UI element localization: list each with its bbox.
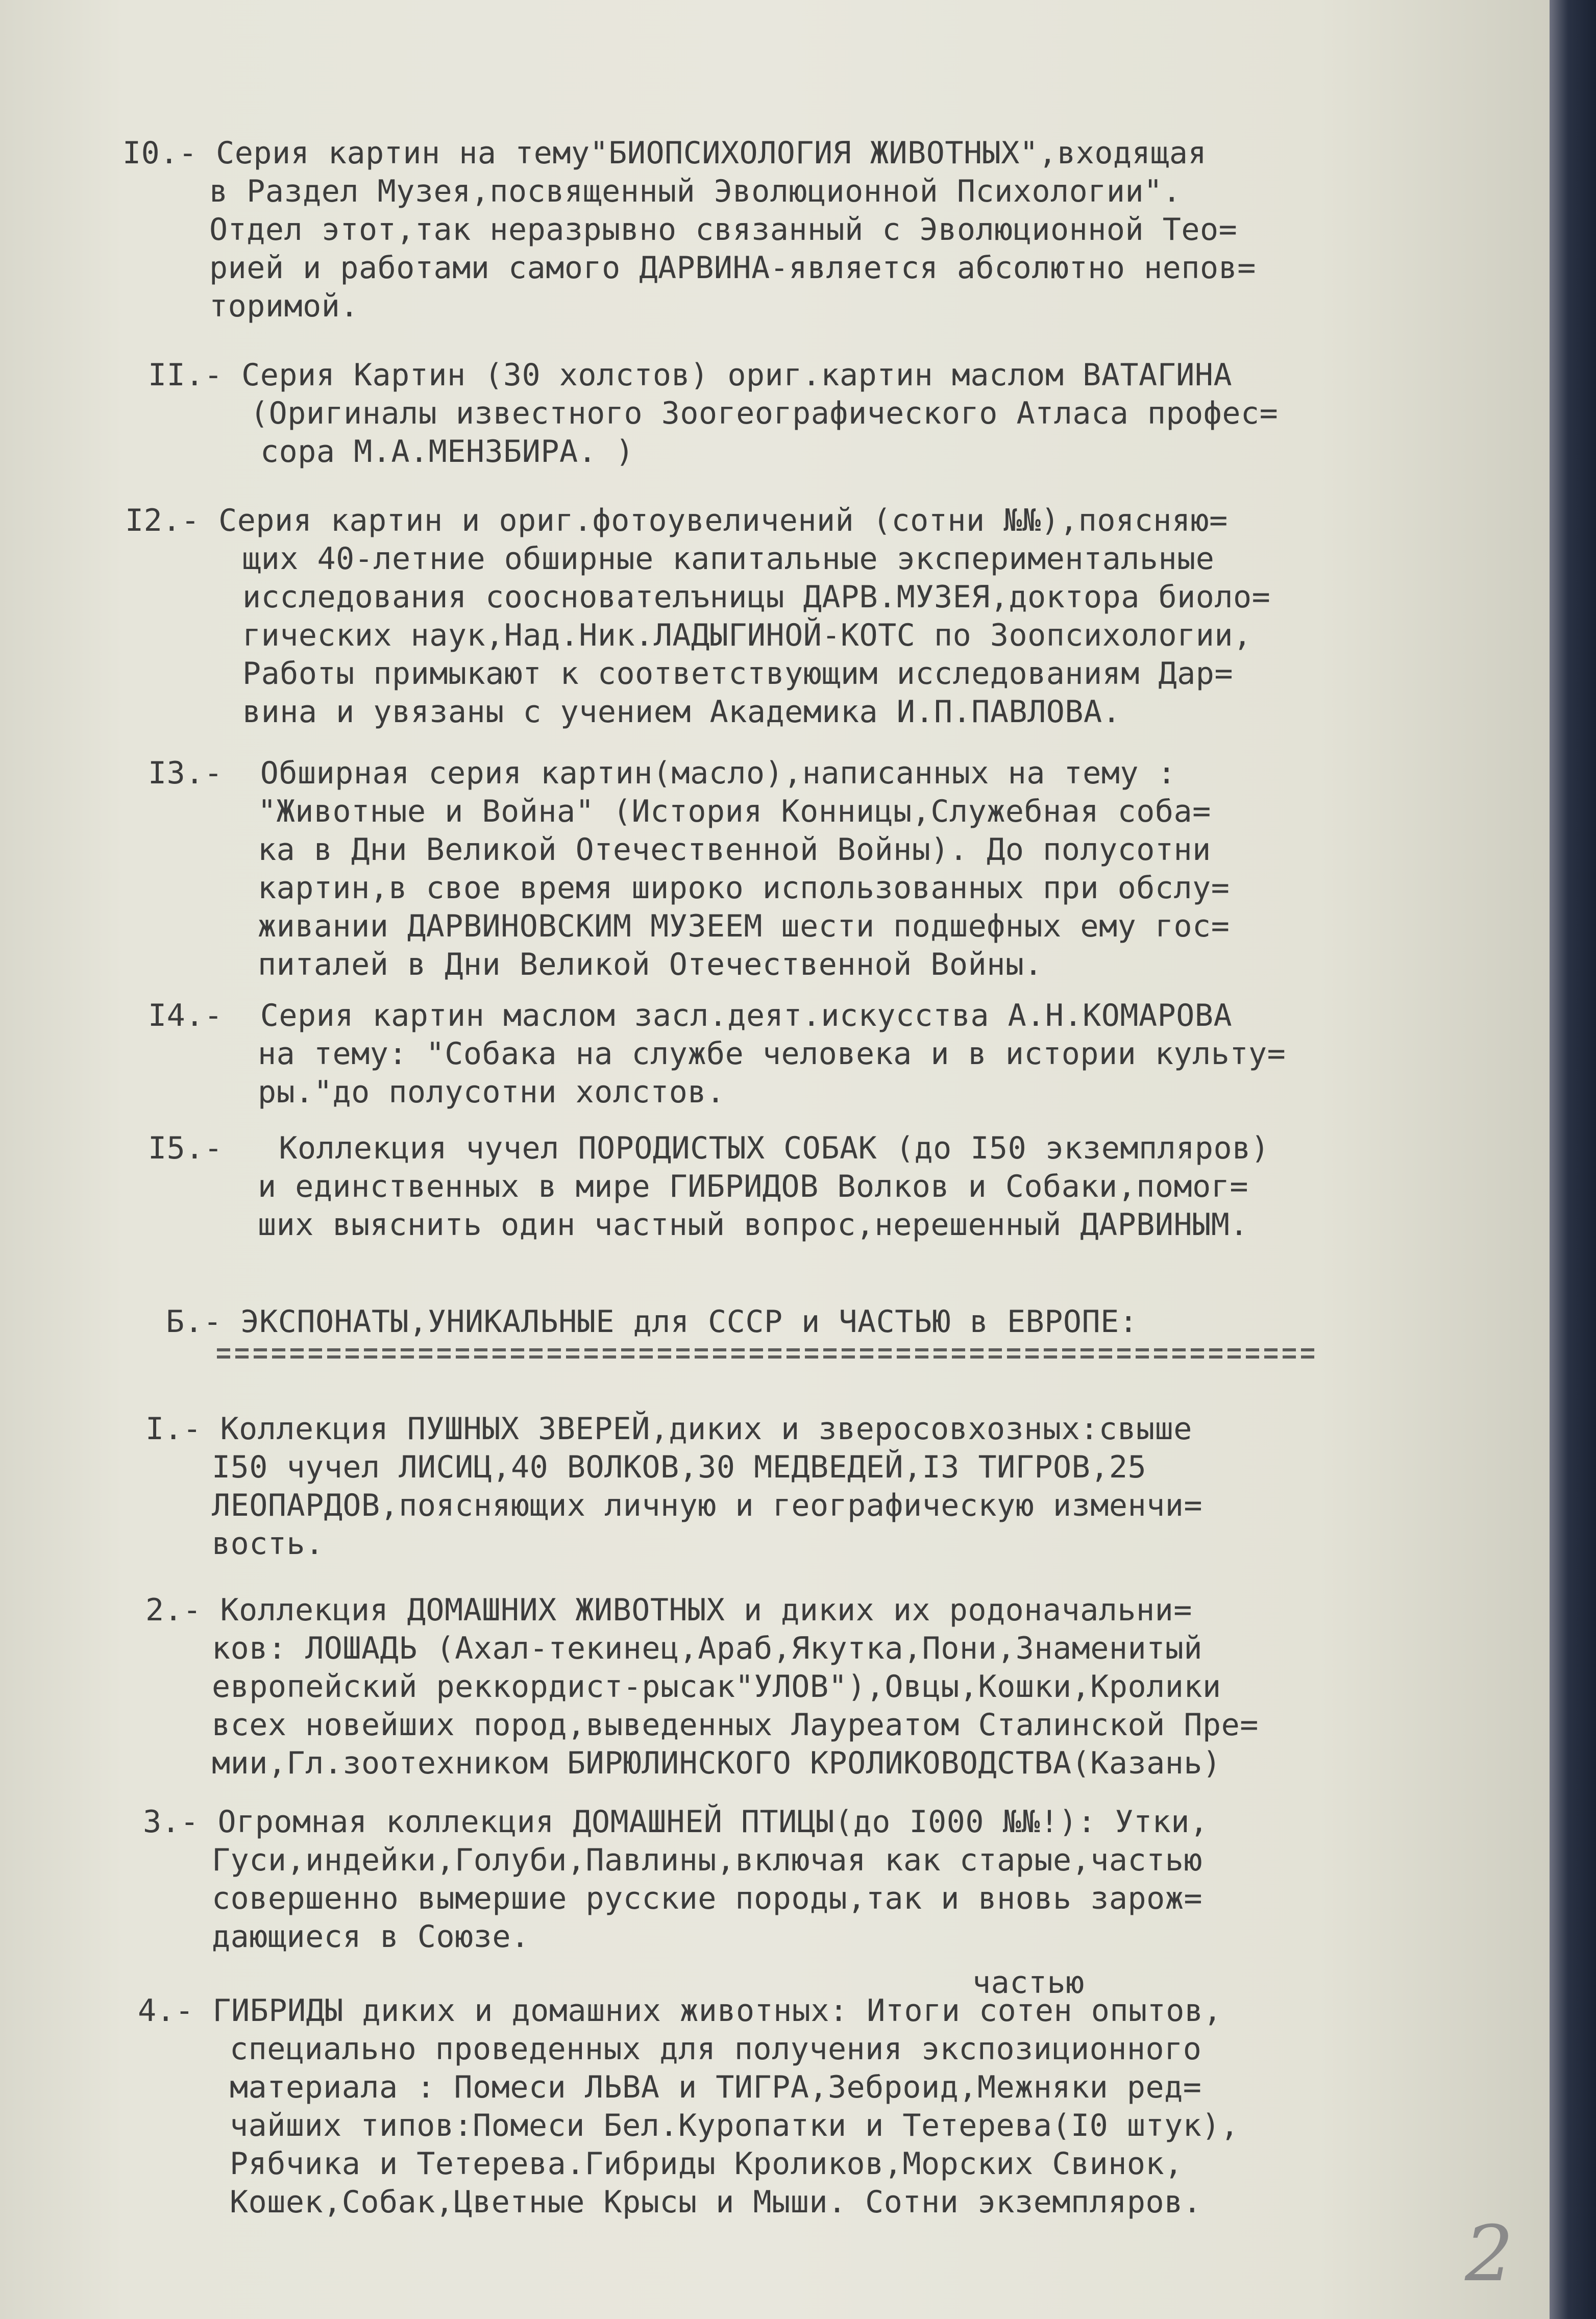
item-15-line-2: и единственных в мире ГИБРИДОВ Волков и Собаки,помог= [258,1169,1249,1204]
item-14-line-2: на тему: "Собака на службе человека и в истории культу= [258,1036,1286,1072]
item-12-line-5: Работы примыкают к соответствующим исследованиям Дар= [242,656,1234,692]
b-item-3-line-1: 3.- Огромная коллекция ДОМАШНЕЙ ПТИЦЫ(до I000 №№!): Утки, [143,1804,1209,1840]
b-item-3-line-2: Гуси,индейки,Голуби,Павлины,включая как старые,частью [212,1842,1203,1878]
item-10-line-1: I0.- Серия картин на тему"БИОПСИХОЛОГИЯ ЖИВОТНЫХ",входящая [122,135,1207,171]
item-13-line-3: ка в Дни Великой Отечественной Войны). До полусотни [258,832,1211,868]
item-14-line-3: ры."до полусотни холстов. [258,1074,725,1110]
item-12-line-1: I2.- Серия картин и ориг.фотоувеличений (сотни №№),поясняю= [125,503,1228,538]
item-11-line-2: (Оригиналы известного Зоогеографического Атласа профес= [250,396,1279,431]
item-10-line-5: торимой. [209,288,359,324]
page-number: 2 [1465,2210,1514,2299]
item-13-line-5: живании ДАРВИНОВСКИМ МУЗЕЕМ шести подшефных ему гос= [258,908,1230,944]
item-13-line-1: I3.- Обширная серия картин(масло),написанных на тему : [148,755,1176,791]
b-item-2-line-4: всех новейших пород,выведенных Лауреатом Сталинской Пре= [212,1707,1259,1743]
item-12-line-2: щих 40-летние обширные капитальные экспериментальные [242,541,1215,577]
b-item-2-line-1: 2.- Коллекция ДОМАШНИХ ЖИВОТНЫХ и диких их родоначальни= [145,1592,1192,1628]
item-15-line-3: ших выяснить один частный вопрос,нерешенный ДАРВИНЫМ. [258,1207,1249,1243]
b-item-4-line-2: специально проведенных для получения экспозиционного [230,2031,1202,2067]
item-12-line-4: гических наук,Над.Ник.ЛАДЫГИНОЙ-КОТС по Зоопсихологии, [242,618,1252,653]
b-item-2-line-2: ков: ЛОШАДЬ (Ахал-текинец,Араб,Якутка,Пони,Знаменитый [212,1631,1203,1666]
b-item-2-line-5: мии,Гл.зоотехником БИРЮЛИНСКОГО КРОЛИКОВОДСТВА(Казань) [212,1745,1221,1781]
item-13-line-6: питалей в Дни Великой Отечественной Войны. [258,947,1043,982]
item-10-line-3: Отдел этот,так неразрывно связанный с Эволюционной Тео= [209,212,1238,248]
item-15-line-1: I5.- Коллекция чучел ПОРОДИСТЫХ СОБАК (до I50 экземпляров) [148,1130,1270,1166]
b-item-3-line-3: совершенно вымершие русские породы,так и вновь зарож= [212,1881,1203,1916]
b-item-1-line-3: ЛЕОПАРДОВ,поясняющих личную и географическую изменчи= [212,1488,1203,1523]
heading-double-underline [217,1347,1319,1361]
item-11-line-3: сора М.А.МЕНЗБИРА. ) [260,434,634,470]
b-item-1-line-4: вость. [212,1526,324,1562]
b-item-1-line-1: I.- Коллекция ПУШНЫХ ЗВЕРЕЙ,диких и зверосовхозных:свыше [145,1411,1192,1447]
page-edge-shadow [1550,0,1596,2319]
b-item-1-line-2: I50 чучел ЛИСИЦ,40 ВОЛКОВ,30 МЕДВЕДЕЙ,I3 ТИГРОВ,25 [212,1449,1147,1485]
b-item-4-line-6: Кошек,Собак,Цветные Крысы и Мыши. Сотни экземпляров. [230,2184,1202,2220]
item-13-line-4: картин,в свое время широко использованных при обслу= [258,870,1230,906]
item-11-line-1: II.- Серия Картин (30 холстов) ориг.картин маслом ВАТАГИНА [148,357,1233,393]
b-item-2-line-3: европейский реккордист-рысак"УЛОВ"),Овцы,Кошки,Кролики [212,1669,1221,1705]
b-item-4-insertion: частью [972,1965,1085,2001]
b-item-4-line-3: материала : Помеси ЛЬВА и ТИГРА,Зеброид,Межняки ред= [230,2069,1202,2105]
item-10-line-4: рией и работами самого ДАРВИНА-является абсолютно непов= [209,250,1256,286]
section-b-heading: Б.- ЭКСПОНАТЫ,УНИКАЛЬНЫЕ для СССР и ЧАСТЬЮ в ЕВРОПЕ: [166,1304,1138,1340]
b-item-4-line-5: Рябчика и Тетерева.Гибриды Кроликов,Морских Свинок, [230,2146,1183,2182]
item-12-line-6: вина и увязаны с учением Академика И.П.ПАВЛОВА. [242,694,1121,730]
item-13-line-2: "Животные и Война" (История Конницы,Служебная соба= [258,794,1211,829]
b-item-4-line-4: чайших типов:Помеси Бел.Куропатки и Тетерева(I0 штук), [230,2108,1239,2143]
item-12-line-3: исследования сооснователъницы ДАРВ.МУЗЕЯ,доктора биоло= [242,579,1271,615]
b-item-3-line-4: дающиеся в Союзе. [212,1919,530,1955]
b-item-4-line-1: 4.- ГИБРИДЫ диких и домашних животных: Итоги сотен опытов, [138,1993,1222,2029]
item-14-line-1: I4.- Серия картин маслом засл.деят.искусства А.Н.КОМАРОВА [148,998,1233,1033]
item-10-line-2: в Раздел Музея,посвященный Эволюционной Психологии". [209,174,1182,209]
